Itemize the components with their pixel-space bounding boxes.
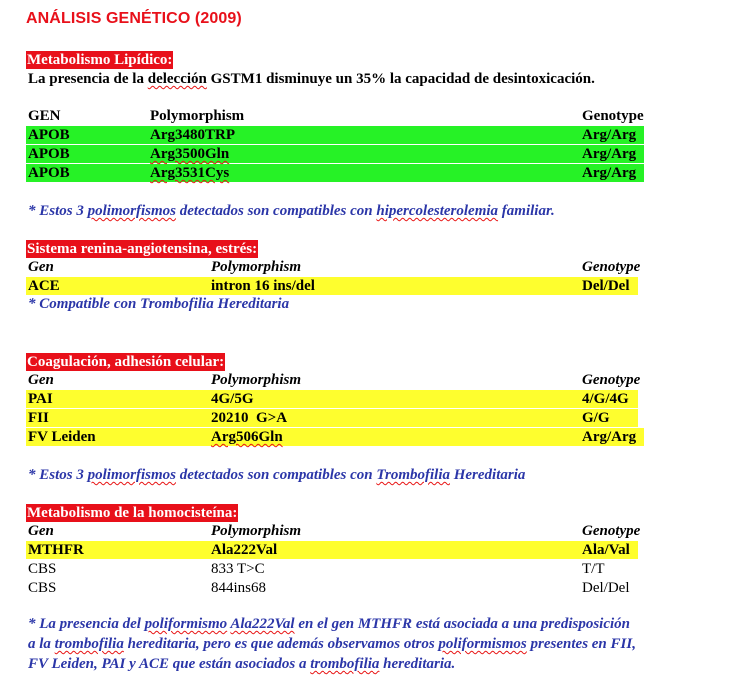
homo-gene: MTHFR <box>28 542 84 558</box>
homo-note-text: FV Leiden, PAI y ACE que están asociados a <box>28 656 311 672</box>
homo-note-text: * La presencia del <box>28 616 145 632</box>
lipid-intro-rest: GSTM1 disminuye un 35% la capacidad de desintoxicación. <box>206 71 595 87</box>
lipid-row-highlight <box>26 164 644 182</box>
homo-note-text: en el gen MTHFR está asociada a una predisposición <box>294 616 630 632</box>
lipid-intro <box>28 70 595 88</box>
lipid-note-word: polimorfismos <box>87 203 176 219</box>
report-title: ANÁLISIS GENÉTICO (2009) <box>26 10 242 27</box>
lipid-polymorphism: Arg3531Cys <box>150 165 230 181</box>
coag-note-text: Hereditaria <box>449 467 526 483</box>
lipid-gene: APOB <box>28 127 70 143</box>
lipid-note <box>28 201 555 221</box>
lipid-polymorphism: Arg3500Gln <box>150 146 230 162</box>
coag-gene: FII <box>28 410 49 426</box>
coag-row-highlight <box>26 409 638 427</box>
homo-note-text: hereditaria, pero es que además observamos otros <box>123 636 439 652</box>
homo-polymorphism: 844ins68 <box>211 580 267 596</box>
homo-note-line-1 <box>28 614 630 634</box>
homo-header-genotype: Genotype <box>582 523 641 539</box>
coag-header-genotype: Genotype <box>582 372 641 388</box>
renin-header-polymorphism: Polymorphism <box>211 259 302 275</box>
coag-genotype: Arg/Arg <box>582 429 637 445</box>
lipid-intro-word: delección <box>147 71 207 87</box>
lipid-note-text: detectados son compatibles con <box>175 203 377 219</box>
coag-note-word: Trombofilia <box>376 467 450 483</box>
lipid-intro-text: La presencia de la <box>28 71 148 87</box>
homo-genotype: Ala/Val <box>582 542 630 558</box>
coag-note-word: polimorfismos <box>87 467 176 483</box>
homo-polymorphism: 833 T>C <box>211 561 265 577</box>
homo-genotype: Del/Del <box>582 580 630 596</box>
homo-gene: CBS <box>28 580 57 596</box>
homo-note-line-3 <box>28 654 455 674</box>
coag-header-polymorphism: Polymorphism <box>211 372 302 388</box>
lipid-row-highlight <box>26 126 644 144</box>
coag-row-highlight <box>26 390 638 408</box>
homo-note-line-2 <box>28 634 636 654</box>
lipid-gene: APOB <box>28 165 70 181</box>
lipid-header-gen: GEN <box>28 108 61 124</box>
lipid-row-highlight <box>26 145 644 163</box>
homo-genotype: T/T <box>582 561 605 577</box>
homo-note-text: a la <box>28 636 55 652</box>
lipid-note-text: * Estos 3 <box>28 203 88 219</box>
homo-note-word: poliformismos <box>438 636 527 652</box>
coag-polymorphism: 4G/5G <box>211 391 254 407</box>
coag-polymorphism: Arg506Gln <box>211 429 283 445</box>
homo-note-word: poliformismo <box>144 616 228 632</box>
renin-polymorphism: intron 16 ins/del <box>211 278 315 294</box>
lipid-header-genotype: Genotype <box>582 108 644 124</box>
section-heading-homocysteine: Metabolismo de la homocisteína: <box>27 505 238 521</box>
homo-note-word: trombofilia <box>310 656 380 672</box>
homo-note-text: hereditaria. <box>379 656 456 672</box>
coag-note <box>28 465 525 485</box>
homo-header-polymorphism: Polymorphism <box>211 523 302 539</box>
coag-genotype: 4/G/4G <box>582 391 629 407</box>
homo-row-highlight <box>26 541 638 559</box>
homo-gene: CBS <box>28 561 57 577</box>
coag-row-highlight <box>26 428 644 446</box>
lipid-header-polymorphism: Polymorphism <box>150 108 245 124</box>
renin-genotype: Del/Del <box>582 278 630 294</box>
coag-note-text: * Estos 3 <box>28 467 88 483</box>
lipid-genotype: Arg/Arg <box>582 165 637 181</box>
lipid-genotype: Arg/Arg <box>582 146 637 162</box>
coag-header-gen: Gen <box>28 372 54 388</box>
homo-note-word: Ala222Val <box>230 616 295 632</box>
section-heading-renin: Sistema renina-angiotensina, estrés: <box>27 241 258 257</box>
lipid-genotype: Arg/Arg <box>582 127 637 143</box>
coag-gene: PAI <box>28 391 53 407</box>
homo-polymorphism: Ala222Val <box>211 542 278 558</box>
section-heading-coag: Coagulación, adhesión celular: <box>27 354 225 370</box>
lipid-note-word: hipercolesterolemia <box>376 203 499 219</box>
homo-note-word: trombofilia <box>54 636 124 652</box>
coag-polymorphism: 20210 G>A <box>211 410 288 426</box>
renin-header-gen: Gen <box>28 259 54 275</box>
section-heading-lipid: Metabolismo Lipídico: <box>27 52 173 68</box>
homo-note-text: presentes en FII, <box>526 636 636 652</box>
coag-note-text: detectados son compatibles con <box>175 467 377 483</box>
coag-gene: FV Leiden <box>28 429 96 445</box>
renin-note: * Compatible con Trombofilia Hereditaria <box>28 296 290 312</box>
lipid-note-text: familiar. <box>498 203 555 219</box>
lipid-polymorphism: Arg3480TRP <box>150 127 235 143</box>
renin-row-highlight <box>26 277 638 295</box>
renin-header-genotype: Genotype <box>582 259 641 275</box>
lipid-gene: APOB <box>28 146 70 162</box>
renin-gene: ACE <box>28 278 60 294</box>
coag-genotype: G/G <box>582 410 610 426</box>
homo-header-gen: Gen <box>28 523 54 539</box>
